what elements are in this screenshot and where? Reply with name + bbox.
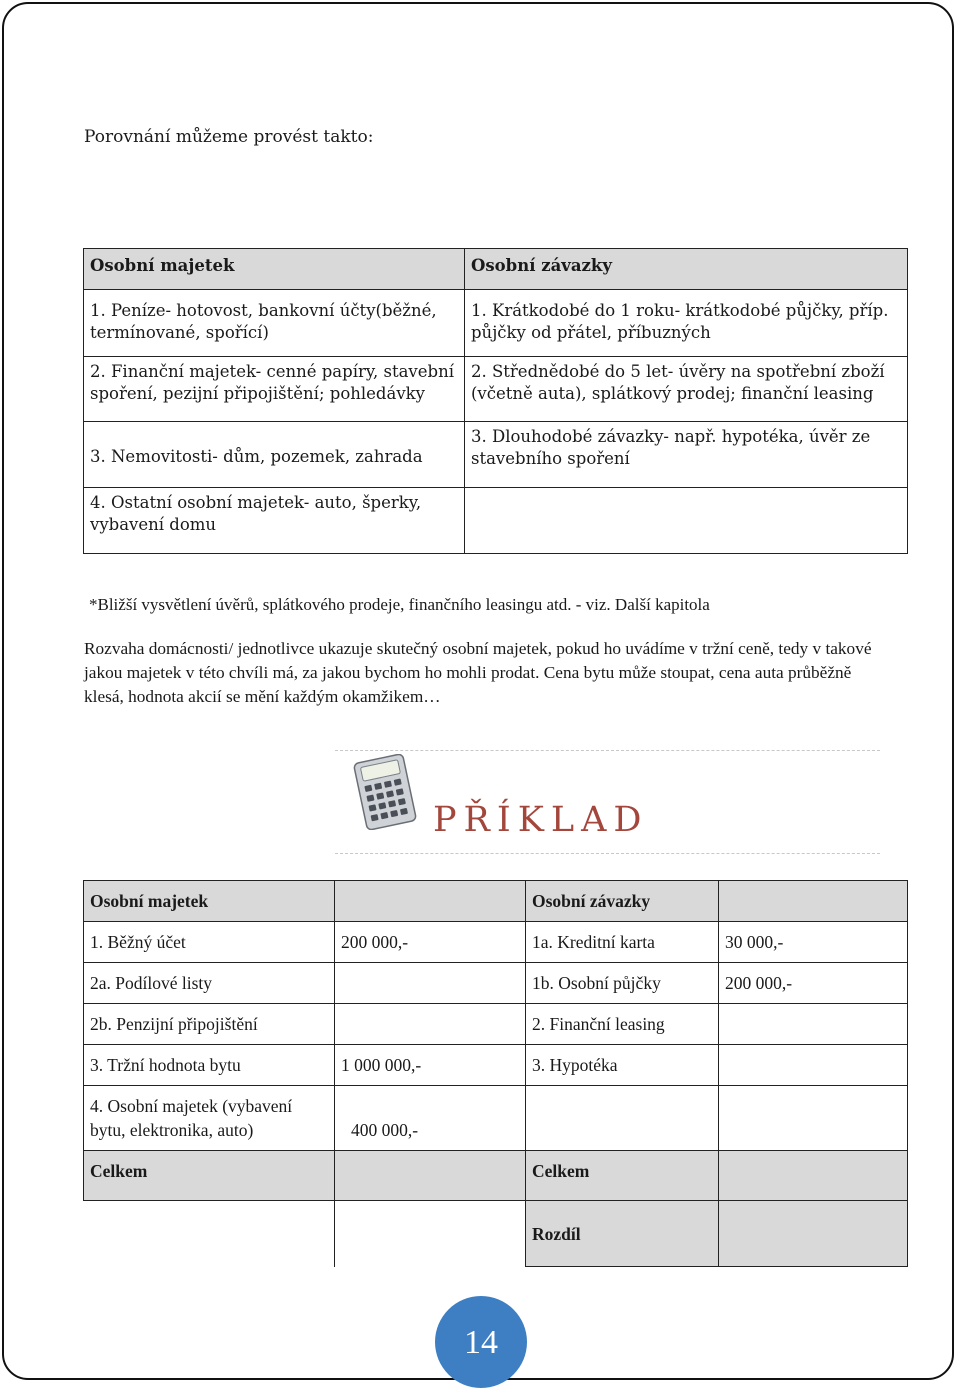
liability-label: 1b. Osobní půjčky bbox=[526, 963, 719, 1004]
liability-item: 3. Dlouhodobé závazky- např. hypotéka, úvěr ze stavebního spoření bbox=[465, 422, 908, 488]
intro-text: Porovnání můžeme provést takto: bbox=[84, 127, 374, 147]
total-left: Celkem bbox=[84, 1151, 335, 1201]
asset-value bbox=[335, 963, 526, 1004]
asset-item: 1. Peníze- hotovost, bankovní účty(běžné, termínované, spořící) bbox=[84, 290, 465, 357]
divider-top bbox=[335, 750, 880, 751]
example-table bbox=[83, 880, 908, 1267]
liability-value: 200 000,- bbox=[719, 963, 908, 1004]
liability-value bbox=[719, 1045, 908, 1086]
asset-item: 2. Finanční majetek- cenné papíry, stavební spoření, pezijní připojištění; pohledávky bbox=[84, 357, 465, 422]
asset-item: 4. Ostatní osobní majetek- auto, šperky, vybavení domu bbox=[84, 488, 465, 554]
asset-label: 3. Tržní hodnota bytu bbox=[84, 1045, 335, 1086]
liability-value bbox=[719, 1004, 908, 1045]
asset-label: 2a. Podílové listy bbox=[84, 963, 335, 1004]
body-paragraph: Rozvaha domácnosti/ jednotlivce ukazuje skutečný osobní majetek, pokud ho uvádíme v tržní ceně, tedy v takové jakou majetek v této chvíli má, za jakou bychom ho mohli prodat. Cena bytu může stoupat, cena auta průběžně klesá, hodnota akcií se mění každým okamžikem… bbox=[84, 639, 872, 706]
example-liabilities-header: Osobní závazky bbox=[526, 881, 719, 922]
liability-label: 3. Hypotéka bbox=[526, 1045, 719, 1086]
asset-value: 200 000,- bbox=[335, 922, 526, 963]
liability-label: 2. Finanční leasing bbox=[526, 1004, 719, 1045]
note-text: *Bližší vysvětlení úvěrů, splátkového prodeje, finančního leasingu atd. - viz. Další kapitola bbox=[89, 595, 710, 614]
asset-label: 4. Osobní majetek (vybavení bytu, elektronika, auto) bbox=[84, 1086, 335, 1151]
divider-bottom bbox=[335, 853, 880, 854]
liability-label bbox=[526, 1086, 719, 1151]
liabilities-header: Osobní závazky bbox=[465, 249, 908, 290]
liability-item: 1. Krátkodobé do 1 roku- krátkodobé půjčky, příp. půjčky od přátel, příbuzných bbox=[465, 290, 908, 357]
calculator-icon bbox=[350, 754, 420, 830]
liability-item: 2. Střednědobé do 5 let- úvěry na spotřební zboží (včetně auta), splátkový prodej; finanční leasing bbox=[465, 357, 908, 422]
liability-value: 30 000,- bbox=[719, 922, 908, 963]
asset-value bbox=[335, 1004, 526, 1045]
liability-value bbox=[719, 1086, 908, 1151]
difference-label: Rozdíl bbox=[526, 1201, 719, 1267]
asset-label: 2b. Penzijní připojištění bbox=[84, 1004, 335, 1045]
asset-value: 400 000,- bbox=[335, 1086, 526, 1151]
example-assets-header: Osobní majetek bbox=[84, 881, 335, 922]
comparison-table bbox=[83, 248, 908, 554]
liability-item-empty bbox=[465, 488, 908, 554]
total-right: Celkem bbox=[526, 1151, 719, 1201]
asset-value: 1 000 000,- bbox=[335, 1045, 526, 1086]
asset-item: 3. Nemovitosti- dům, pozemek, zahrada bbox=[84, 422, 465, 488]
assets-header: Osobní majetek bbox=[84, 249, 465, 290]
asset-label: 1. Běžný účet bbox=[84, 922, 335, 963]
page-number-badge: 14 bbox=[435, 1296, 527, 1388]
liability-label: 1a. Kreditní karta bbox=[526, 922, 719, 963]
example-title: PŘÍKLAD bbox=[433, 800, 649, 840]
